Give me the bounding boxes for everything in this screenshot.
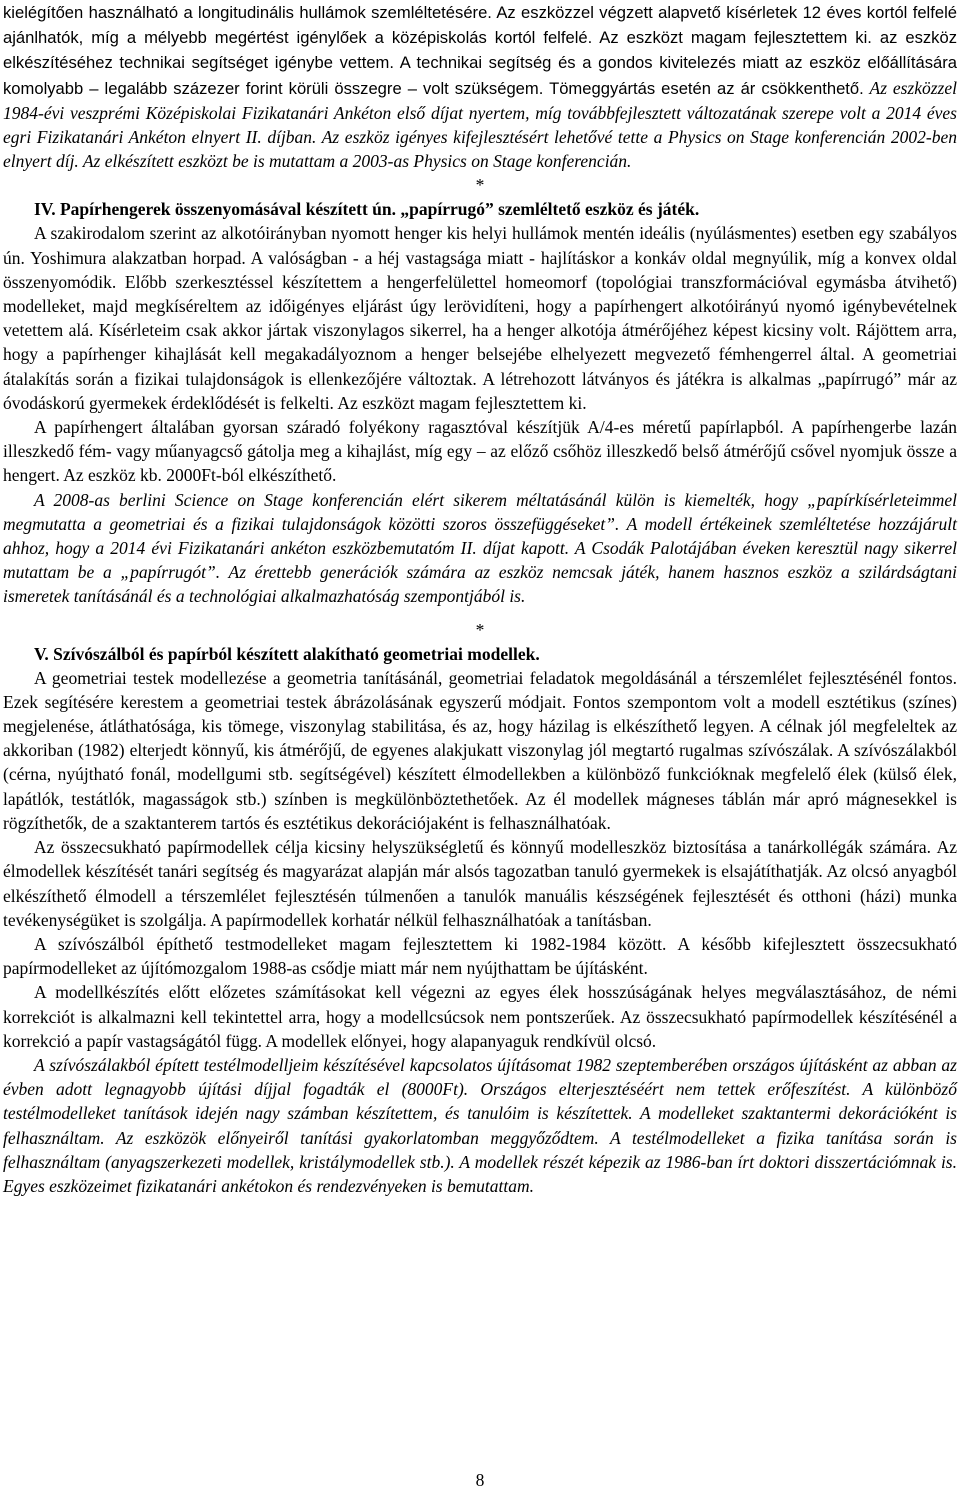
section-heading-iv: IV. Papírhengerek összenyomásával készített ún. „papírrugó” szemléltető eszköz és játék.	[34, 199, 700, 220]
document-page	[3, 0, 957, 1198]
section-v-paragraph-3: A szívószálból építhető testmodelleket magam fejlesztettem ki 1982-1984 között. A később kifejlesztett összecsukható papírmodelleket az újítómozgalom 1988-as csődje miatt már nem nyújthattam be újításként.	[3, 933, 957, 979]
section-separator-2: *	[475, 619, 485, 640]
section-v-paragraph-5: A szívószálakból épített testélmodelljeim készítésével kapcsolatos újításomat 1982 szeptemberében országos újításként az abban az évben adott legnagyobb újítási díjjal fogadták el (8000Ft). Országos elterjesztéséért nem tettek erőfeszítést. A különböző testélmodelleket tanítások idején nagy számban készítettem, és tanulóim is készítettek. A modelleket szaktantermi dekorációként is felhasználtam. Az eszközök előnyeiről tanítási gyakorlatomban meggyőződtem. A testélmodelleket a fizika tanítása során is felhasználtam (anyagszerkezeti modellek, kristálymodellek stb.). A modellek részét képezik az 1986-ban írt doktori disszertációmnak is. Egyes eszközeimet fizikatanári ankétokon és rendezvényeken is bemutattam.	[3, 1054, 957, 1196]
intro-sans-text: kielégítően használható a longitudinális hullámok szemléltetésére. Az eszközzel végzett alapvető kísérletek 12 éves kortól felfelé ajánlhatók, míg a mélyebb megértést igénylőek a középiskolás kortól felfelé. Az eszközt magam fejlesztettem ki. az eszköz elkészítéséhez technikai segítséget igénybe vettem. A technikai segítség és a gondos kivitelezés miatt az eszköz előállítására komolyabb – legalább százezer forint körüli összegre – volt szükségem. Tömeggyártás esetén az ár csökkenthető.	[3, 3, 957, 98]
section-v-paragraph-1: A geometriai testek modellezése a geometria tanításánál, geometriai feladatok megoldásánál a térszemlélet fejlesztésénél fontos. Ezek segítésére kerestem a geometriai testek ábrázolásának egyszerű módjait. Fontos szempontom volt a modell esztétikus (színes) megjelenése, átláthatósága, kis tömege, viszonylag stabilitása, és az, hogy házilag is elkészíthető legyen. A célnak jól megfeleltek az akkoriban (1982) elterjedt könnyű, kis átmérőjű, de egyenes alakjukatt viszonylag jól megtartó rugalmas szívószálak. A szívószálakból (cérna, nyújtható fonál, modellgumi stb. segítségével) készített élmodellekben a különböző funkcióknak megfelelő élek (külső élek, lapátlók, testátlók, magasságok stb.) színben is megkülönböztethetőek. Az él modellek mágneses táblán már apró mágnesekkel is rögzíthetők, de a szaktanterem tartós és esztétikus dekorációjaként is felhasználhatóak.	[3, 667, 957, 833]
intro-italic-text: Az eszközzel 1984-évi veszprémi Középiskolai Fizikatanári Ankéton első díjat nyertem, míg továbbfejlesztett változatának szerepe volt a 2014 éves egri Fizikatanári Ankéton elnyert II. díjban. Az eszköz igényes kifejlesztésért lehetővé tette a Physics on Stage konferencián 2002-ben elnyert díj. Az elkészített eszközt be is mutattam a 2003-as Physics on Stage konferencián.	[3, 77, 957, 172]
section-v-paragraph-4: A modellkészítés előtt előzetes számításokat kell végezni az egyes élek hosszúságának helyes megválasztásához, de némi korrekciót is alkalmazni kell tekintettel arra, hogy a modellcsúcsok nem pontszerűek. Az összecsukható papírmodellek készítésénél a korrekció a papír vastagságától függ. A modellek előnyei, hogy alapanyaguk rendkívül olcsó.	[3, 982, 957, 1051]
section-iv-paragraph-1: A szakirodalom szerint az alkotóirányban nyomott henger kis helyi hullámok mentén ideális (nyúlásmentes) esetben egy szabályos ún. Yoshimura alakzatban horpad. A valóságban - a héj vastagsága miatt - hajlításkor a konkáv oldal megnyúlik, míg a konvex oldal összenyomódik. Előbb szerkesztéssel készítettem a hengerfelülettel homeomorf (topológiai transzformációval egymásba átvihető) modelleket, majd megkíséreltem az időigényes eljárást úgy lerövidíteni, hogy a papírhengert alkotóirányú nyomó igénybevételnek vetettem alá. Kísérleteim csak akkor jártak viszonylagos sikerrel, ha a henger alkotója átmérőjéhez képest kicsiny volt. Rájöttem arra, hogy a papírhenger kihajlását kell megakadályoznom a henger belsejébe elhelyezett megvezető fémhengerrel által. A geometriai átalakítás során a fizikai tulajdonságok is ellenkezőjére változtak. A létrehozott látványos és játékra is alkalmas „papírrugó” már az óvodáskorú gyermekek érdeklődését is felkelti. Az eszközt magam fejlesztettem ki.	[3, 223, 957, 413]
section-v-paragraph-2: Az összecsukható papírmodellek célja kicsiny helyszükségletű és könnyű modelleszköz biztosítása a tanárkollégák számára. Az élmodellek készítését tanári segítség és magyarázat alapján már alsós tagozatban tanuló gyermekek is elsajátíthatják. Az olcsó anyagból elkészíthető élmodell a térszemlélet fejlesztésén túlmenően a tanulók manuális készségének fejlesztését és otthoni (házi) munka tevékenységüket is szolgálja. A papírmodellek korhatár nélkül felhasználhatóak a tanításban.	[3, 837, 957, 930]
section-heading-v: V. Szívószálból és papírból készített alakítható geometriai modellek.	[34, 643, 540, 664]
section-iv-paragraph-3: A 2008-as berlini Science on Stage konferencián elért sikerem méltatásánál külön is kiemelték, hogy „papírkísérleteimmel megmutatta a geometriai és a fizikai tulajdonságok közötti szoros összefüggéseket”. A modell értékeinek szemléltetése hozzájárult ahhoz, hogy a 2014 évi Fizikatanári ankéton eszközbemutatóm II. díjat kapott. A Csodák Palotájában éveken keresztül nagy sikerrel mutattam be a „papírrugót”. Az érettebb generációk számára az eszköz nemcsak játék, hanem hasznos eszköz a szilárdságtani ismeretek tanításánál és a technológiai alkalmazhatóság szempontjából is.	[3, 489, 957, 607]
page-number: 8	[475, 1470, 485, 1490]
section-iv-paragraph-2: A papírhengert általában gyorsan száradó folyékony ragasztóval készítjük A/4-es méretű papírlapból. A papírhengerbe lazán illeszkedő fém- vagy műanyagcső gátolja meg a kihajlást, míg egy – az előző csőhöz illeszkedő belső átmérőjű csővel nyomjuk össze a hengert. Az eszköz kb. 2000Ft-ból elkészíthető.	[3, 417, 957, 486]
section-separator: *	[475, 175, 485, 196]
intro-paragraph	[3, 0, 957, 173]
